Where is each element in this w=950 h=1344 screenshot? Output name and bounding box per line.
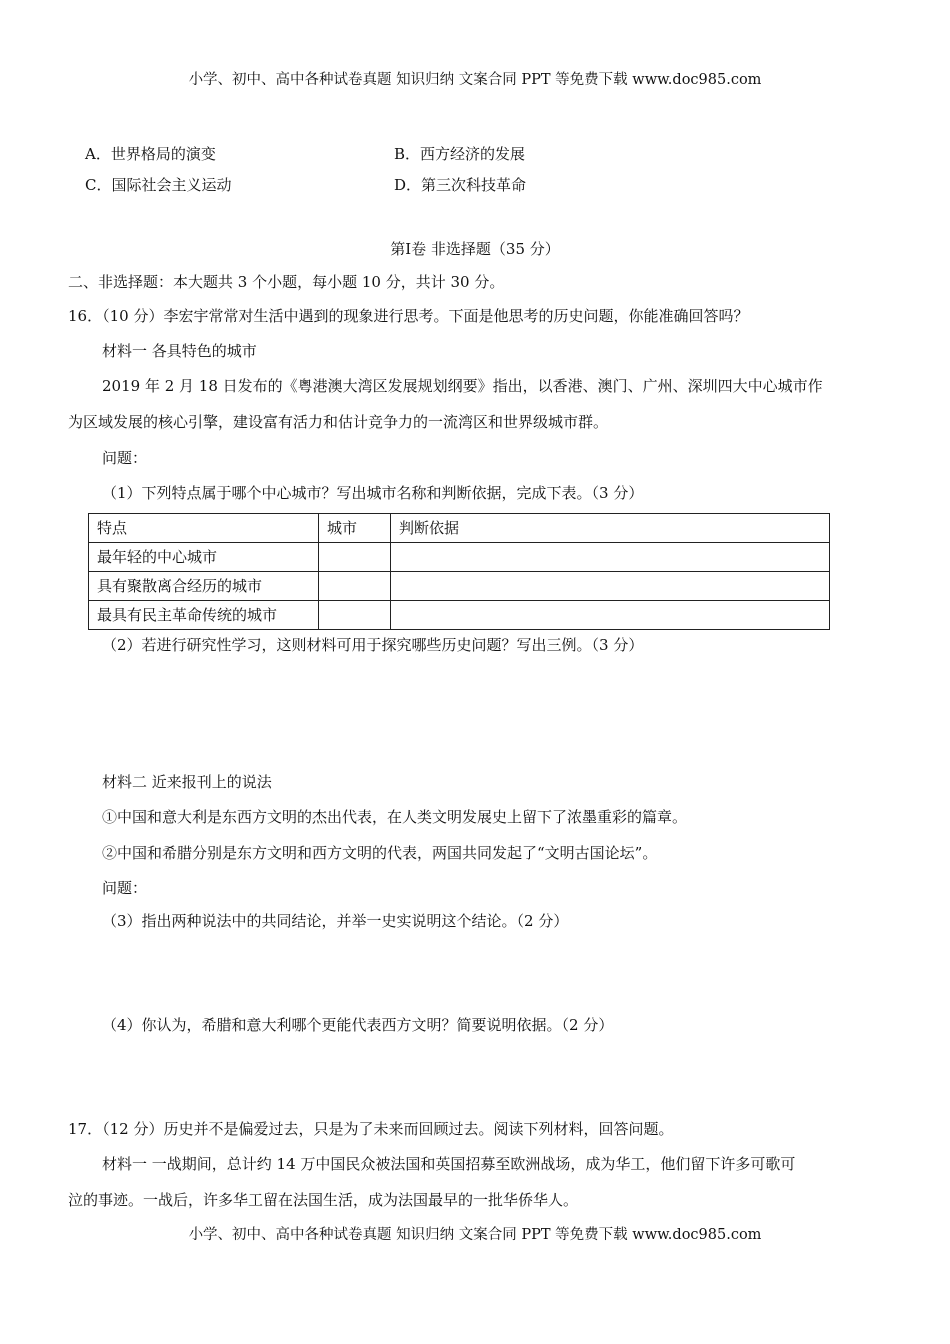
option-b: B．西方经济的发展 xyxy=(394,145,526,163)
table-row xyxy=(89,543,830,572)
table-header-cell: 城市 xyxy=(319,514,391,543)
section-title: 第Ⅰ卷 非选择题（35 分） xyxy=(390,240,560,258)
q16-stem: 16．（10 分）李宏宇常常对生活中遇到的现象进行思考。下面是他思考的历史问题，你能准确回答吗？ xyxy=(68,307,749,325)
table-cell-city[interactable] xyxy=(319,572,391,601)
q16-sub3: （3）指出两种说法中的共同结论，并举一史实说明这个结论。（2 分） xyxy=(102,912,569,930)
page-footer: 小学、初中、高中各种试卷真题 知识归纳 文案合同 PPT 等免费下载 www.doc985.com xyxy=(188,1227,762,1243)
q16-material2-item1: ①中国和意大利是东西方文明的杰出代表，在人类文明发展史上留下了浓墨重彩的篇章。 xyxy=(102,808,688,826)
q16-sub1: （1）下列特点属于哪个中心城市？写出城市名称和判断依据，完成下表。（3 分） xyxy=(102,484,644,502)
q16-question-label: 问题： xyxy=(102,449,148,467)
q16-sub2: （2）若进行研究性学习，这则材料可用于探究哪些历史问题？写出三例。（3 分） xyxy=(102,636,644,654)
q17-stem: 17．（12 分）历史并不是偏爱过去，只是为了未来而回顾过去。阅读下列材料，回答问题。 xyxy=(68,1120,674,1138)
q16-material1-line2: 为区域发展的核心引擎，建设富有活力和估计竞争力的一流湾区和世界级城市群。 xyxy=(68,413,609,431)
table-cell-feature: 最具有民主革命传统的城市 xyxy=(89,601,319,630)
table-cell-city[interactable] xyxy=(319,543,391,572)
q16-material1-line1: 2019 年 2 月 18 日发布的《粤港澳大湾区发展规划纲要》指出，以香港、澳门、广州、深圳四大中心城市作 xyxy=(102,377,823,395)
option-c: C．国际社会主义运动 xyxy=(85,176,232,194)
table-header-row xyxy=(89,514,830,543)
q17-material1-line1: 材料一 一战期间，总计约 14 万中国民众被法国和英国招募至欧洲战场，成为华工，他们留下许多可歌可 xyxy=(102,1155,796,1173)
q16-material2-item2: ②中国和希腊分别是东方文明和西方文明的代表，两国共同发起了“文明古国论坛”。 xyxy=(102,844,658,862)
table-row xyxy=(89,601,830,630)
option-d: D．第三次科技革命 xyxy=(394,176,527,194)
table-cell-city[interactable] xyxy=(319,601,391,630)
section-intro: 二、非选择题：本大题共 3 个小题，每小题 10 分，共计 30 分。 xyxy=(68,273,505,291)
table-row xyxy=(89,572,830,601)
q16-sub4: （4）你认为，希腊和意大利哪个更能代表西方文明？简要说明依据。（2 分） xyxy=(102,1016,614,1034)
q16-question-label-2: 问题： xyxy=(102,879,148,897)
table-cell-feature: 最年轻的中心城市 xyxy=(89,543,319,572)
q16-material1-title: 材料一 各具特色的城市 xyxy=(102,342,257,360)
table-cell-basis[interactable] xyxy=(391,601,830,630)
q16-material2-title: 材料二 近来报刊上的说法 xyxy=(102,773,272,791)
table-cell-basis[interactable] xyxy=(391,572,830,601)
q17-material1-line2: 泣的事迹。一战后，许多华工留在法国生活，成为法国最早的一批华侨华人。 xyxy=(68,1191,579,1209)
page-header: 小学、初中、高中各种试卷真题 知识归纳 文案合同 PPT 等免费下载 www.doc985.com xyxy=(188,72,762,88)
q16-answer-table xyxy=(88,513,830,630)
table-header-cell: 判断依据 xyxy=(391,514,830,543)
table-header-cell: 特点 xyxy=(89,514,319,543)
option-a: A．世界格局的演变 xyxy=(85,145,216,163)
table-cell-feature: 具有聚散离合经历的城市 xyxy=(89,572,319,601)
table-cell-basis[interactable] xyxy=(391,543,830,572)
